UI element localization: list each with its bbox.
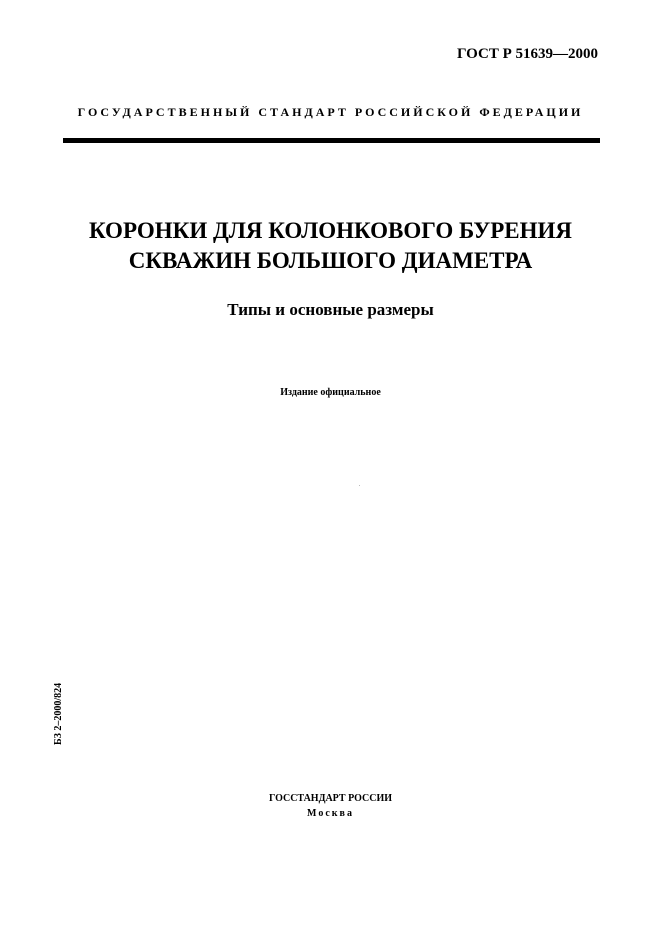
document-title (40, 216, 621, 276)
document-subtitle: Типы и основные размеры (227, 300, 434, 319)
title-line-2: СКВАЖИН БОЛЬШОГО ДИАМЕТРА (128, 248, 533, 273)
title-line-1: КОРОНКИ ДЛЯ КОЛОНКОВОГО БУРЕНИЯ (88, 218, 573, 243)
state-standard-heading: ГОСУДАРСТВЕННЫЙ СТАНДАРТ РОССИЙСКОЙ ФЕДЕРАЦИИ (77, 105, 584, 119)
document-number: ГОСТ Р 51639—2000 (456, 46, 598, 62)
scan-speck (359, 485, 360, 486)
header-divider (63, 138, 600, 143)
side-catalog-code: БЗ 2–2000/824 (53, 682, 64, 745)
publication-city: Москва (307, 808, 354, 819)
publisher-name: ГОССТАНДАРТ РОССИИ (268, 793, 393, 804)
edition-note: Издание официальное (280, 387, 381, 398)
